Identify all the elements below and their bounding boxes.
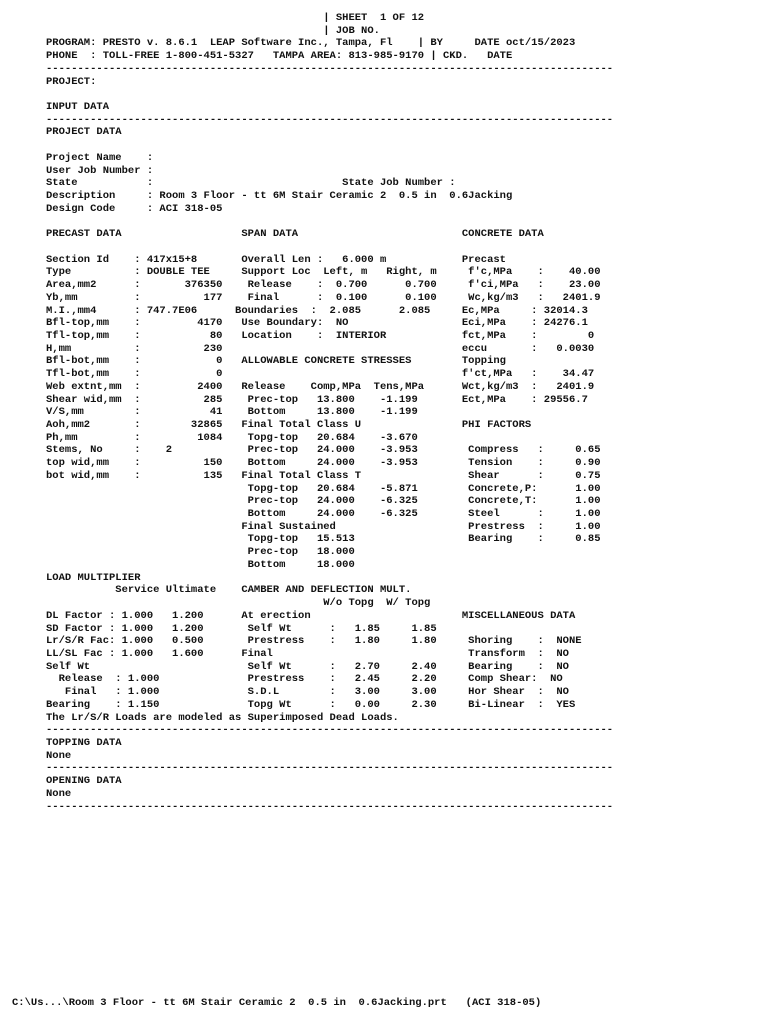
report-line: Section Id : 417x15+8 Overall Len : 6.000 m Precast: [46, 253, 506, 266]
report-line: Yb,mm : 177 Final : 0.100 0.100 Wc,kg/m3 : 2401.9: [46, 291, 601, 304]
report-line: Release : 1.000 Prestress : 2.45 2.20 Comp Shear: NO: [46, 673, 563, 686]
report-line: H,mm : 230 eccu : 0.0030: [46, 342, 595, 355]
report-line: Bottom 18.000: [46, 558, 355, 571]
report-line: M.I.,mm4 : 747.7E06 Boundaries : 2.085 2.085 Ec,MPa : 32014.3: [46, 304, 588, 317]
report-line: | JOB NO.: [46, 24, 380, 37]
divider-line: ------------------------------------------------------------------------------------------: [46, 62, 614, 75]
report-line: [46, 88, 613, 101]
report-line: [46, 216, 613, 229]
report-line: W/o Topg W/ Topg: [46, 597, 431, 610]
report-line: None: [46, 749, 72, 762]
report-line: Tfl-top,mm : 80 Location : INTERIOR fct,MPa : 0: [46, 329, 595, 342]
report-line: | SHEET 1 OF 12: [46, 12, 425, 24]
report-line: Description : Room 3 Floor - tt 6M Stair Ceramic 2 0.5 in 0.6Jacking: [46, 190, 513, 203]
report-line: Project Name :: [46, 151, 154, 164]
report-line: [46, 139, 613, 152]
report-line: None: [46, 787, 72, 800]
report-line: Shear wid,mm : 285 Prec-top 13.800 -1.199 Ect,MPa : 29556.7: [46, 393, 588, 406]
divider-line: ------------------------------------------------------------------------------------------: [46, 113, 614, 126]
report-line: PROGRAM: PRESTO v. 8.6.1 LEAP Software Inc., Tampa, Fl | BY DATE oct/15/2023: [46, 37, 576, 50]
report-line: User Job Number :: [46, 164, 154, 177]
report-line: Tfl-bot,mm : 0 f'ct,MPa : 34.47: [46, 368, 595, 381]
report-line: DL Factor : 1.000 1.200 At erection MISCELLANEOUS DATA: [46, 609, 576, 622]
divider-line: ------------------------------------------------------------------------------------------: [46, 724, 614, 737]
report-line: Topg-top 15.513 Bearing : 0.85: [46, 533, 601, 546]
report-line: LL/SL Fac : 1.000 1.600 Final Transform : NO: [46, 647, 569, 660]
report-line: [46, 241, 613, 254]
report-line: LOAD MULTIPLIER: [46, 571, 141, 584]
report-line: Bearing : 1.150 Topg Wt : 0.00 2.30 Bi-Linear : YES: [46, 698, 576, 711]
report-line: PHONE : TOLL-FREE 1-800-451-5327 TAMPA AREA: 813-985-9170 | CKD. DATE: [46, 50, 513, 63]
report-line: Bottom 24.000 -6.325 Steel : 1.00: [46, 508, 601, 521]
report-line: Service Ultimate CAMBER AND DEFLECTION MULT.: [46, 584, 412, 597]
divider-line: ------------------------------------------------------------------------------------------: [46, 800, 614, 813]
report-line: Final : 1.000 S.D.L : 3.00 3.00 Hor Shear : NO: [46, 686, 569, 699]
report-line: Stems, No : 2 Prec-top 24.000 -3.953 Compress : 0.65: [46, 444, 601, 457]
report-line: Topg-top 20.684 -5.871 Concrete,P: 1.00: [46, 482, 601, 495]
report-line: bot wid,mm : 135 Final Total Class T Shear : 0.75: [46, 469, 601, 482]
report-line: TOPPING DATA: [46, 736, 122, 749]
report-line: Type : DOUBLE TEE Support Loc Left, m Right, m f'c,MPa : 40.00: [46, 266, 601, 279]
report-line: OPENING DATA: [46, 775, 122, 788]
report-line: PRECAST DATA SPAN DATA CONCRETE DATA: [46, 228, 544, 241]
report-line: Prec-top 18.000: [46, 546, 355, 559]
report-line: INPUT DATA: [46, 101, 110, 114]
report-line: Design Code : ACI 318-05: [46, 202, 223, 215]
divider-line: ------------------------------------------------------------------------------------------: [46, 762, 614, 775]
report-line: PROJECT DATA: [46, 126, 122, 139]
report-line: Self Wt Self Wt : 2.70 2.40 Bearing : NO: [46, 660, 569, 673]
report-line: Ph,mm : 1084 Topg-top 20.684 -3.670: [46, 431, 418, 444]
file-path-footer: C:\Us...\Room 3 Floor - tt 6M Stair Ceramic 2 0.5 in 0.6Jacking.prt (ACI 318-05): [12, 997, 542, 1009]
report-line: Area,mm2 : 376350 Release : 0.700 0.700 f'ci,MPa : 23.00: [46, 279, 601, 292]
report-body: [46, 12, 613, 813]
report-line: SD Factor : 1.000 1.200 Self Wt : 1.85 1.85: [46, 622, 437, 635]
report-line: Lr/S/R Fac: 1.000 0.500 Prestress : 1.80 1.80 Shoring : NONE: [46, 635, 582, 648]
report-line: The Lr/S/R Loads are modeled as Superimposed Dead Loads.: [46, 711, 399, 724]
report-line: PROJECT:: [46, 75, 97, 88]
report-line: Final Sustained Prestress : 1.00: [46, 520, 601, 533]
report-line: Aoh,mm2 : 32865 Final Total Class U PHI FACTORS: [46, 419, 532, 431]
report-line: Bfl-bot,mm : 0 ALLOWABLE CONCRETE STRESSES Topping: [46, 355, 506, 368]
report-line: Web extnt,mm : 2400 Release Comp,MPa Tens,MPa Wct,kg/m3 : 2401.9: [46, 380, 595, 393]
report-line: State : State Job Number :: [46, 177, 456, 190]
report-line: top wid,mm : 150 Bottom 24.000 -3.953 Tension : 0.90: [46, 457, 601, 470]
report-line: Prec-top 24.000 -6.325 Concrete,T: 1.00: [46, 495, 601, 508]
report-line: Bfl-top,mm : 4170 Use Boundary: NO Eci,MPa : 24276.1: [46, 317, 588, 330]
report-line: V/S,mm : 41 Bottom 13.800 -1.199: [46, 406, 418, 419]
